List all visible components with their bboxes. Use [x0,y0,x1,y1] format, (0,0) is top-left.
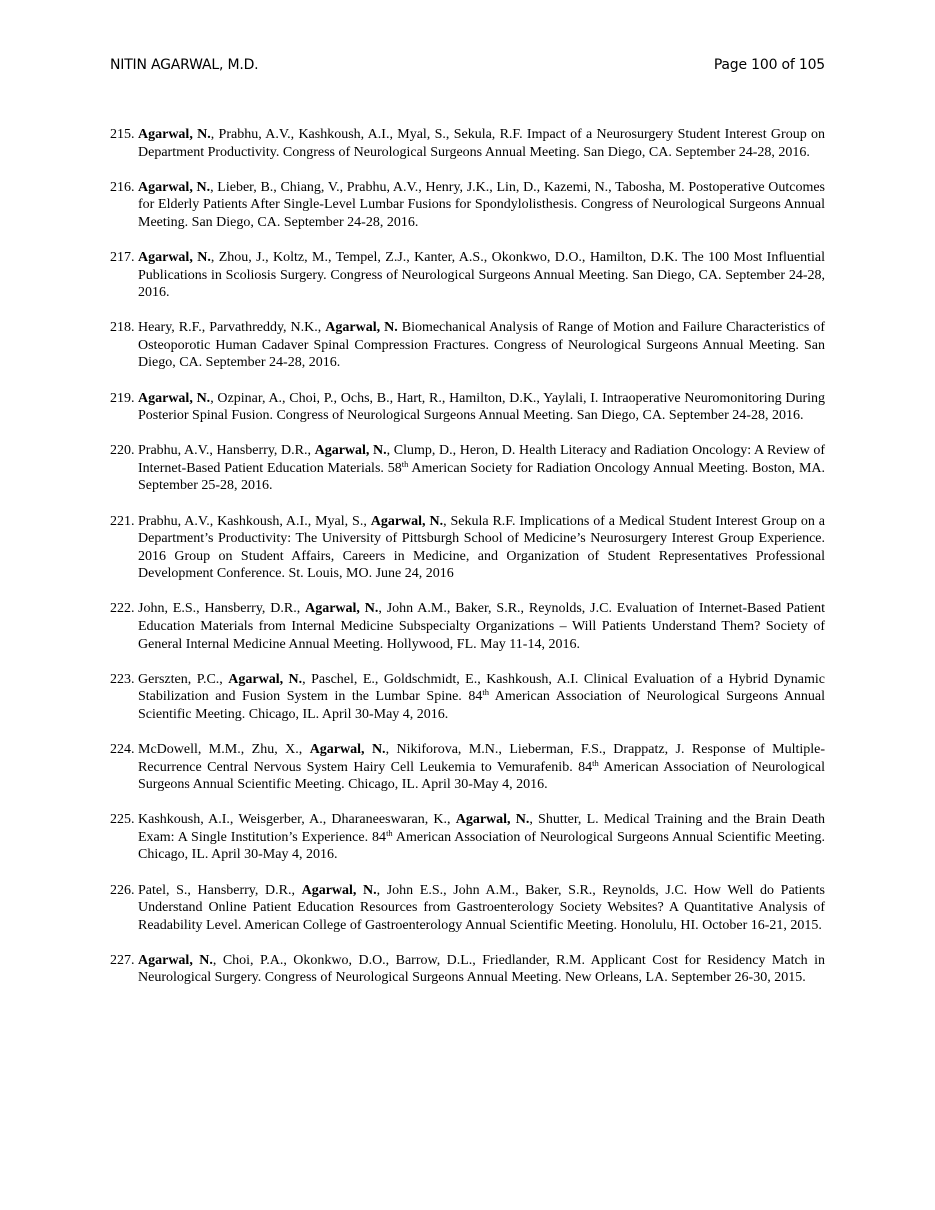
author-highlight: Agarwal, N. [325,320,398,336]
reference-text-segment: Kashkoush, A.I., Weisgerber, A., Dharaneeswaran, K., [138,812,456,828]
reference-text [138,249,825,302]
reference-text [138,671,825,724]
reference-number: 223. [110,671,135,687]
ordinal-suffix: th [401,458,409,469]
author-highlight: Agarwal, N. [138,952,213,968]
author-highlight: Agarwal, N. [228,671,303,687]
reference-text-segment: , Lieber, B., Chiang, V., Prabhu, A.V., Henry, J.K., Lin, D., Kazemi, N., Tabosha, M. Postoperative Outcomes for Elderly Patients After Single-Level Lumbar Fusions for Spondylolisthesis. Congress of Neurological Surgeons Annual Meeting. San Diego, CA. September 24-28, 2016. [138,179,826,230]
reference-text [138,952,825,987]
reference-text-segment: , Prabhu, A.V., Kashkoush, A.I., Myal, S., Sekula, R.F. Impact of a Neurosurgery Student Interest Group on Department Productivity. Congress of Neurological Surgeons Annual Meeting. San Diego, CA. September 24-28, 2016. [138,127,825,160]
reference-text-segment: , Ozpinar, A., Choi, P., Ochs, B., Hart, R., Hamilton, D.K., Yaylali, I. Intraoperative Neuromonitoring During Posterior Spinal Fusion. Congress of Neurological Surgeons Annual Meeting. San Diego, CA. September 24-28, 2016. [138,390,825,424]
author-highlight: Agarwal, N. [309,741,386,757]
reference-entry [110,319,825,372]
reference-entry [110,671,825,724]
reference-text-segment: , Zhou, J., Koltz, M., Tempel, Z.J., Kanter, A.S., Okonkwo, D.O., Hamilton, D.K. The 100 Most Influential Publications in Scoliosis Surgery. Congress of Neurological Surgeons Annual Meeting. San Diego, CA. September 24-28, 2016. [138,249,825,301]
reference-text-segment: American Association of Neurological Surgeons Annual Scientific Meeting. Chicago, IL. April 30-May 4, 2016. [138,829,825,863]
ordinal-suffix: th [482,687,489,698]
page-header [110,54,825,76]
author-highlight: Agarwal, N. [138,249,211,265]
reference-text-segment: , Paschel, E., Goldschmidt, E., Kashkoush, A.I. Clinical Evaluation of a Hybrid Dynamic Stabilization and Fusion System in the Lumbar Spine. 84 [138,671,826,705]
author-highlight: Agarwal, N. [138,390,211,406]
reference-entry [110,249,825,302]
reference-text-segment: Prabhu, A.V., Hansberry, D.R., [138,443,315,459]
reference-text-segment: , Nikiforova, M.N., Lieberman, F.S., Drappatz, J. Response of Multiple-Recurrence Central Nervous System Hairy Cell Leukemia to Vemurafenib. 84 [138,741,826,775]
reference-entry [110,513,825,583]
publication-list [110,126,825,1004]
author-highlight: Agarwal, N. [301,882,377,898]
header-name: NITIN AGARWAL, M.D. [110,57,259,73]
reference-text [138,811,825,864]
reference-number: 220. [110,443,135,459]
reference-text-segment: Patel, S., Hansberry, D.R., [138,882,302,898]
reference-number: 222. [110,601,135,617]
reference-text [138,741,825,794]
reference-entry [110,179,825,232]
reference-text [138,179,825,232]
reference-text-segment: , John A.M., Baker, S.R., Reynolds, J.C. Evaluation of Internet-Based Patient Education Materials from Internal Medicine Subspecialty Organizations – Will Patients Understand Them? Society of General Internal Medicine Annual Meeting. Hollywood, FL. May 11-14, 2016. [138,601,825,652]
reference-text-segment: Biomechanical Analysis of Range of Motion and Failure Characteristics of Osteoporotic Human Cadaver Spinal Compression Fractures. Congress of Neurological Surgeons Annual Meeting. San Diego, CA. September 24-28, 2016. [138,320,826,371]
reference-text [138,600,825,653]
author-highlight: Agarwal, N. [370,513,444,529]
reference-number: 219. [110,390,135,406]
reference-text-segment: , Sekula R.F. Implications of a Medical Student Interest Group on a Department’s Productivity: The University of Pittsburgh School of Medicine’s Neurosurgery Interest Group Experience. 2016 Group on Student Affairs, Careers in Medicine, and Organization of Student Representatives Professional Development Conference. St. Louis, MO. June 24, 2016 [138,513,825,582]
reference-number: 225. [110,812,135,828]
reference-text [138,126,825,161]
reference-text [138,442,825,495]
reference-text [138,319,825,372]
reference-text-segment: Prabhu, A.V., Kashkoush, A.I., Myal, S., [138,513,371,529]
reference-number: 215. [110,127,135,142]
reference-text [138,882,825,935]
reference-entry [110,741,825,794]
ordinal-suffix: th [592,757,599,768]
reference-number: 224. [110,741,135,757]
reference-text-segment: , Clump, D., Heron, D. Health Literacy and Radiation Oncology: A Review of Internet-Based Patient Education Materials. 58 [138,443,826,476]
reference-text-segment: American Society for Radiation Oncology Annual Meeting. Boston, MA. September 25-28, 2016. [138,460,826,494]
author-highlight: Agarwal, N. [314,443,387,459]
reference-number: 227. [110,952,135,968]
reference-entry [110,600,825,653]
reference-number: 218. [110,320,135,336]
reference-entry [110,811,825,864]
reference-text-segment: American Association of Neurological Surgeons Annual Scientific Meeting. Chicago, IL. April 30-May 4, 2016. [138,759,825,793]
reference-text-segment: McDowell, M.M., Zhu, X., [138,741,310,757]
reference-number: 216. [110,179,135,195]
reference-entry [110,882,825,935]
reference-entry [110,952,825,987]
reference-text-segment: Gerszten, P.C., [138,671,229,687]
author-highlight: Agarwal, N. [305,601,379,617]
reference-entry [110,390,825,425]
reference-text-segment: , John E.S., John A.M., Baker, S.R., Reynolds, J.C. How Well do Patients Understand Online Patient Education Resources from Gastroenterology Society Websites? A Quantitative Analysis of Readability Level. American College of Gastroenterology Annual Scientific Meeting. Honolulu, HI. October 16-21, 2015. [138,882,825,933]
reference-text-segment: John, E.S., Hansberry, D.R., [138,601,306,617]
reference-text [138,513,825,583]
author-highlight: Agarwal, N. [455,812,530,828]
reference-text-segment: American Association of Neurological Surgeons Annual Scientific Meeting. Chicago, IL. April 30-May 4, 2016. [138,689,825,722]
reference-entry [110,442,825,495]
reference-number: 221. [110,513,135,529]
reference-text [138,390,825,425]
reference-text-segment: , Choi, P.A., Okonkwo, D.O., Barrow, D.L., Friedlander, R.M. Applicant Cost for Residency Match in Neurological Surgery. Congress of Neurological Surgeons Annual Meeting. New Orleans, LA. September 26-30, 2015. [138,952,826,986]
reference-text-segment: Heary, R.F., Parvathreddy, N.K., [138,320,326,336]
reference-entry [110,126,825,161]
author-highlight: Agarwal, N. [138,179,211,195]
reference-text-segment: , Shutter, L. Medical Training and the Brain Death Exam: A Single Institution’s Experience. 84 [138,812,826,845]
page-number: Page 100 of 105 [713,57,825,73]
reference-number: 226. [110,882,135,898]
author-highlight: Agarwal, N. [138,127,211,142]
reference-number: 217. [110,249,135,265]
ordinal-suffix: th [386,827,393,838]
